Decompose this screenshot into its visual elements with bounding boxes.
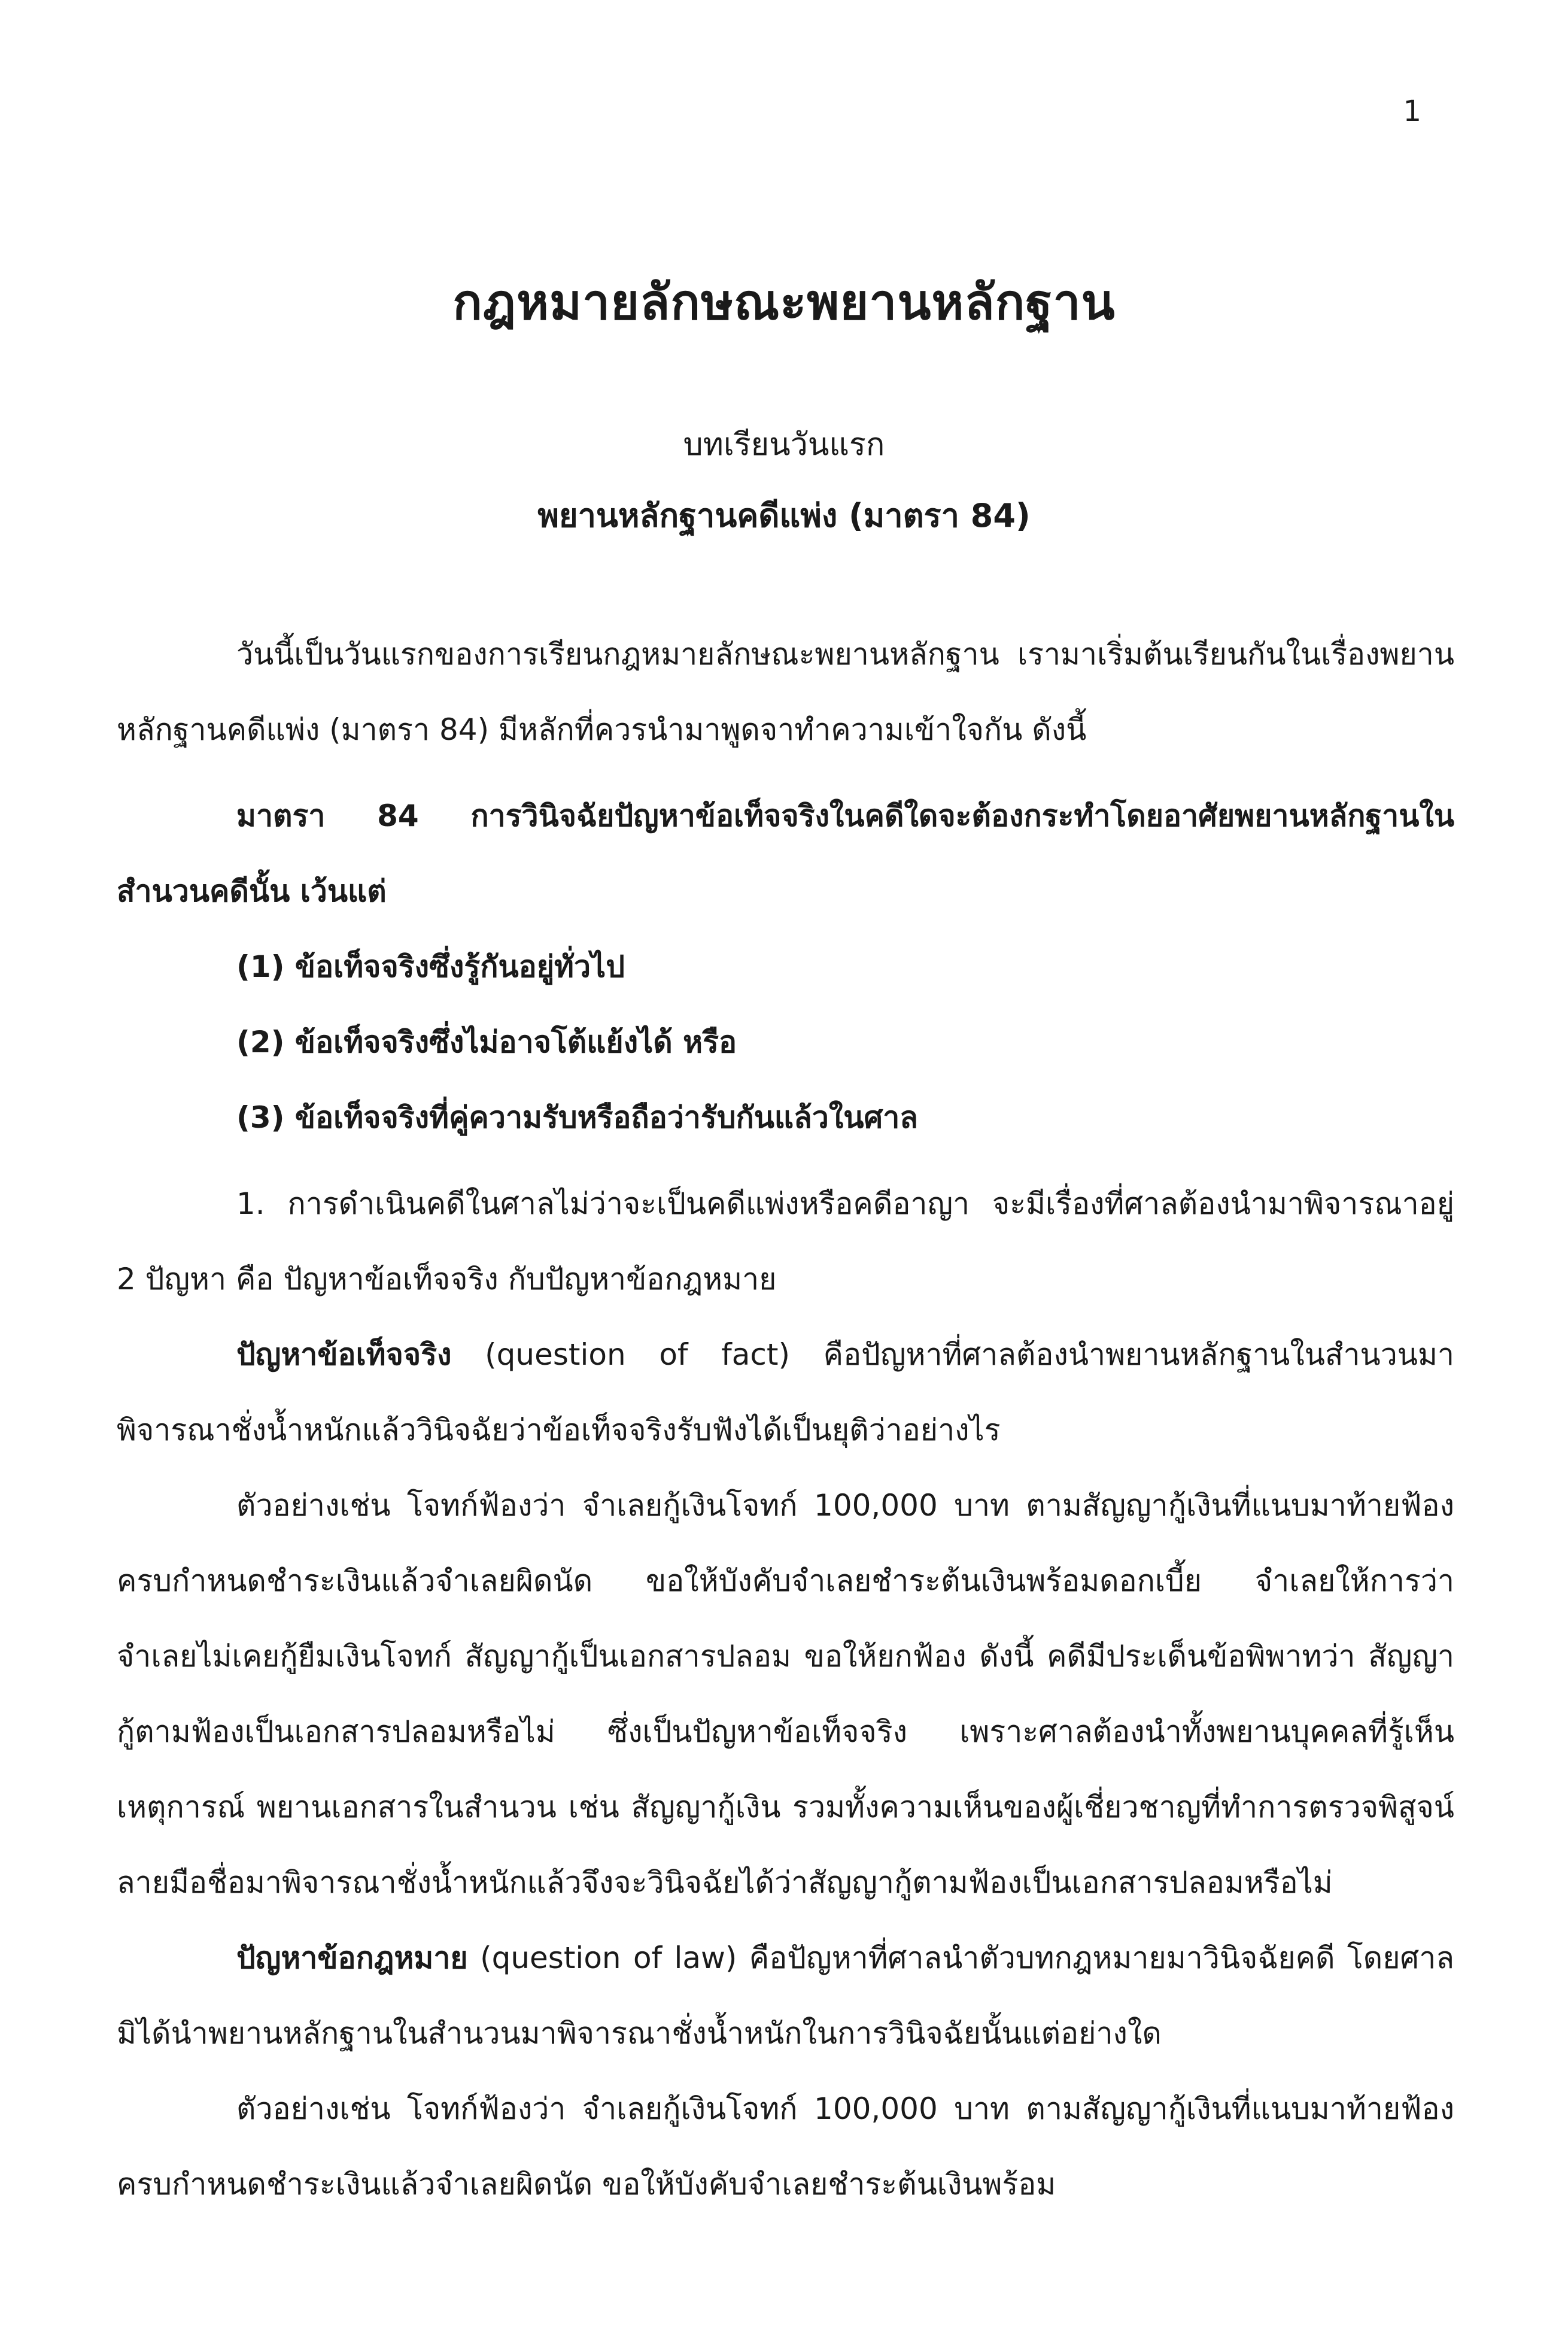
statute-item-3: (3) ข้อเท็จจริงที่คู่ความรับหรือถือว่ารับกันแล้วในศาล (236, 1100, 918, 1135)
fact-definition-text: (question of fact) คือปัญหาที่ศาลต้องนำพยานหลักฐานในสำนวนมาพิจารณาชั่งน้ำหนักแล้ววินิจฉัยว่าข้อเท็จจริงรับฟังได้เป็นยุติว่าอย่างไร (117, 1337, 1454, 1447)
statute-item-2: (2) ข้อเท็จจริงซึ่งไม่อาจโต้แย้งได้ หรือ (236, 1025, 737, 1059)
statute-lead: มาตรา 84 การวินิจฉัยปัญหาข้อเท็จจริงในคดีใดจะต้องกระทำโดยอาศัยพยานหลักฐานในสำนวนคดีนั้น เว้นแต่ (117, 798, 1454, 909)
page-number: 1 (1403, 95, 1421, 128)
fact-definition (117, 1317, 1454, 1468)
fact-term: ปัญหาข้อเท็จจริง (236, 1337, 452, 1372)
fact-example: ตัวอย่างเช่น โจทก์ฟ้องว่า จำเลยกู้เงินโจทก์ 100,000 บาท ตามสัญญากู้เงินที่แนบมาท้ายฟ้อง ครบกำหนดชำระเงินแล้วจำเลยผิดนัด ขอให้บังคับจำเลยชำระต้นเงินพร้อมดอกเบี้ย จำเลยให้การว่า จำเลยไม่เคยกู้ยืมเงินโจทก์ สัญญากู้เป็นเอกสารปลอม ขอให้ยกฟ้อง ดังนี้ คดีมีประเด็นข้อพิพาทว่า สัญญากู้ตามฟ้องเป็นเอกสารปลอมหรือไม่ ซึ่งเป็นปัญหาข้อเท็จจริง เพราะศาลต้องนำทั้งพยานบุคคลที่รู้เห็นเหตุการณ์ พยานเอกสารในสำนวน เช่น สัญญากู้เงิน รวมทั้งความเห็นของผู้เชี่ยวชาญที่ทำการตรวจพิสูจน์ลายมือชื่อมาพิจารณาชั่งน้ำหนักแล้วจึงจะวินิจฉัยได้ว่าสัญญากู้ตามฟ้องเป็นเอกสารปลอมหรือไม่ (117, 1488, 1454, 1900)
page-title: กฎหมายลักษณะพยานหลักฐาน (452, 274, 1116, 331)
paragraph-1: 1. การดำเนินคดีในศาลไม่ว่าจะเป็นคดีแพ่งหรือคดีอาญา จะมีเรื่องที่ศาลต้องนำมาพิจารณาอยู่ 2 ปัญหา คือ ปัญหาข้อเท็จจริง กับปัญหาข้อกฎหมาย (117, 1186, 1454, 1297)
law-term: ปัญหาข้อกฎหมาย (236, 1941, 468, 1975)
law-example: ตัวอย่างเช่น โจทก์ฟ้องว่า จำเลยกู้เงินโจทก์ 100,000 บาท ตามสัญญากู้เงินที่แนบมาท้ายฟ้อง ครบกำหนดชำระเงินแล้วจำเลยผิดนัด ขอให้บังคับจำเลยชำระต้นเงินพร้อม (117, 2091, 1454, 2202)
law-definition (117, 1920, 1454, 2071)
intro-paragraph: วันนี้เป็นวันแรกของการเรียนกฎหมายลักษณะพยานหลักฐาน เรามาเริ่มต้นเรียนกันในเรื่องพยานหลักฐานคดีแพ่ง (มาตรา 84) มีหลักที่ควรนำมาพูดจาทำความเข้าใจกัน ดังนี้ (117, 637, 1454, 747)
lesson-label: บทเรียนวันแรก (683, 427, 885, 463)
body-text (117, 617, 1454, 2222)
statute-item-1: (1) ข้อเท็จจริงซึ่งรู้กันอยู่ทั่วไป (236, 949, 625, 984)
section-title: พยานหลักฐานคดีแพ่ง (มาตรา 84) (537, 497, 1031, 535)
law-definition-text: (question of law) คือปัญหาที่ศาลนำตัวบทกฎหมายมาวินิจฉัยคดี โดยศาลมิได้นำพยานหลักฐานในสำนวนมาพิจารณาชั่งน้ำหนักในการวินิจฉัยนั้นแต่อย่างใด (117, 1941, 1454, 2051)
